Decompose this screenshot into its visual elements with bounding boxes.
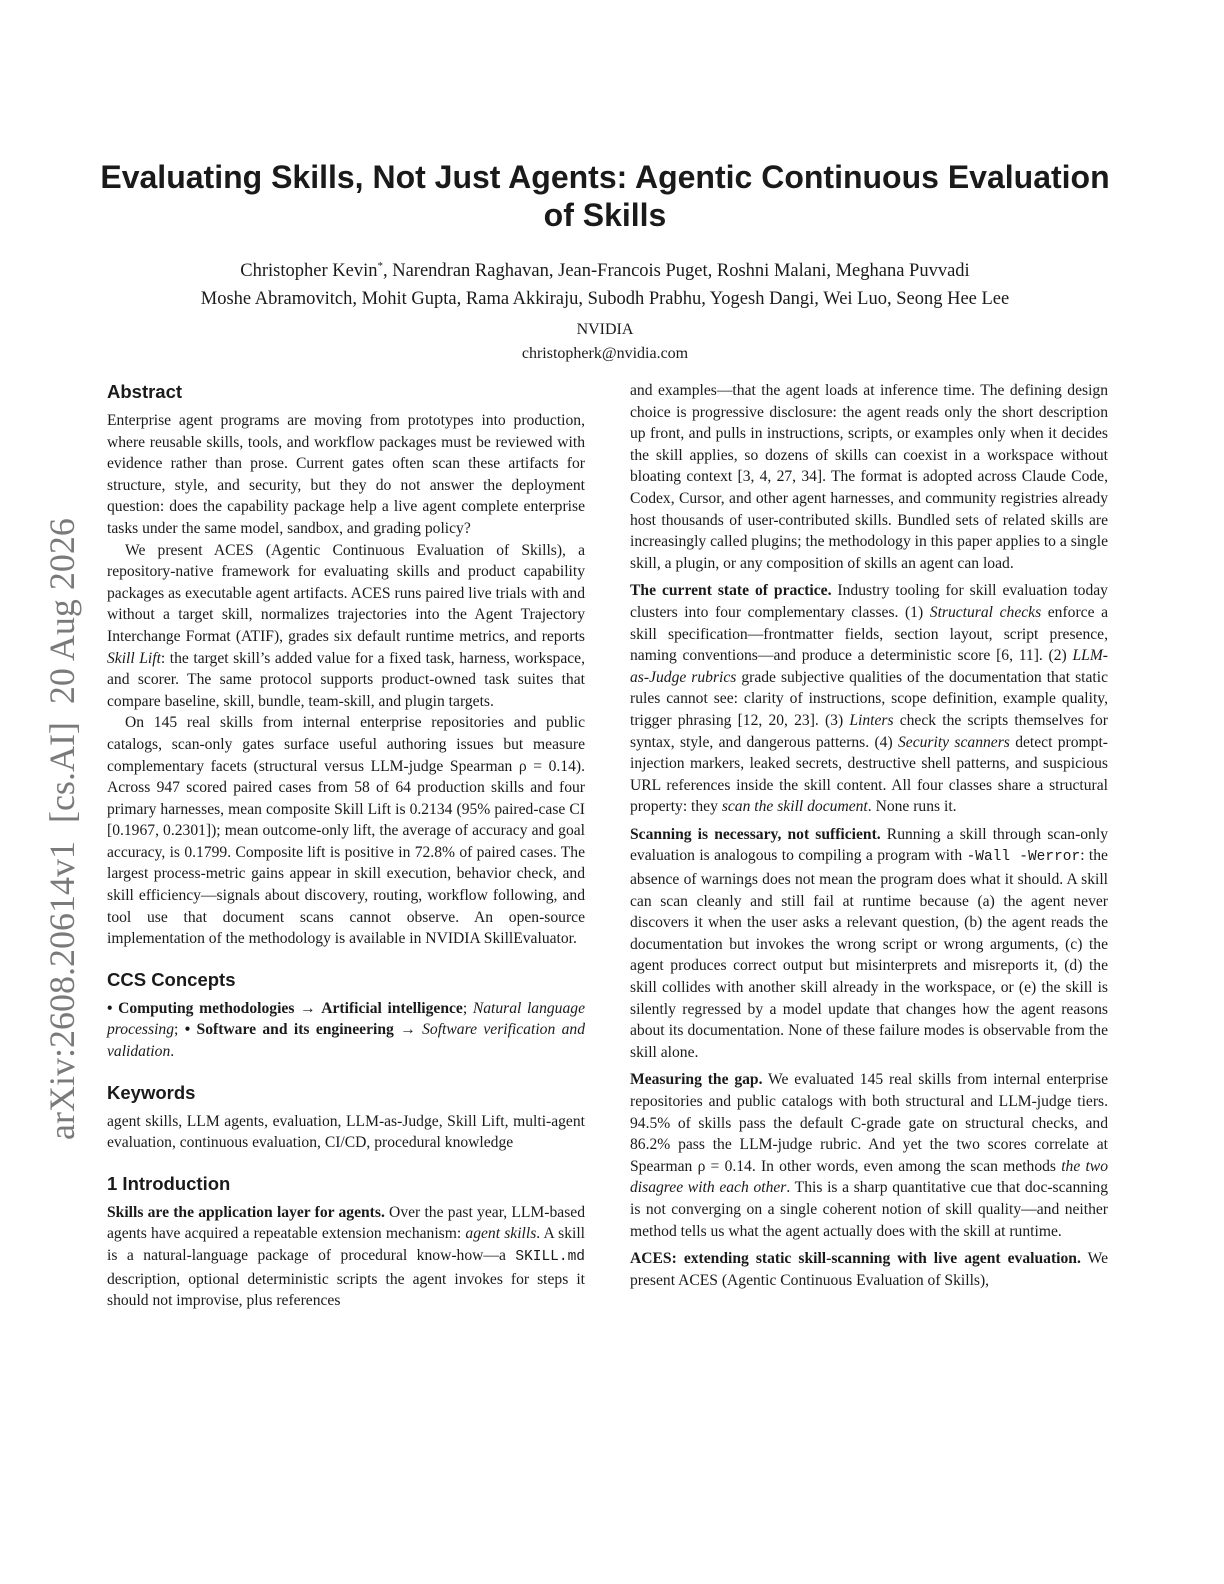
affiliation: NVIDIA — [576, 321, 634, 338]
ccs-concepts: • Computing methodologies → Artificial intelligence; Natural language processing; • Software and its engineering → Software verification and validation. — [107, 999, 585, 1061]
paper-title: Evaluating Skills, Not Just Agents: Agentic Continuous Evaluation of Skills — [100, 159, 1110, 233]
introduction-section — [107, 1172, 585, 1312]
author-email[interactable]: christopherk@nvidia.com — [521, 345, 689, 362]
keywords-text: agent skills, LLM agents, evaluation, LLM-as-Judge, Skill Lift, multi-agent evaluation, continuous evaluation, CI/CD, procedural knowledge — [107, 1112, 585, 1152]
intro-paragraph-aces: ACES: extending static skill-scanning with live agent evaluation. We present ACES (Agentic Continuous Evaluation of Skills), — [630, 1250, 1108, 1289]
keywords-section — [107, 1081, 585, 1154]
corresponding-author-mark: * — [377, 260, 383, 272]
abstract-paragraph-3: On 145 real skills from internal enterprise repositories and public catalogs, scan-only gates surface useful authoring issues but measure complementary facets (structural versus LLM-judge Spearman ρ = 0.14). Across 947 scored paired cases from 58 of 64 production skills and four primary harnesses, mean composite Skill Lift is 0.2134 (95% paired-case CI [0.1967, 0.2301]); mean outcome-only lift, the average of accuracy and goal accuracy, is 0.1799. Composite lift is positive in 72.8% of paired cases. The largest process-metric gains appear in skill execution, behavior check, and skill efficiency—signals about discovery, routing, workflow following, and tool use that document scans cannot observe. An open-source implementation of the methodology is available in NVIDIA SkillEvaluator. — [107, 714, 585, 948]
left-column — [107, 380, 585, 1312]
intro-paragraph-measuring-gap: Measuring the gap. We evaluated 145 real skills from internal enterprise repositories and public catalogs with both structural and LLM-judge tiers. 94.5% of skills pass the default C-grade gate on structural checks, and 86.2% pass the LLM-judge rubric. And yet the two scores correlate at Spearman ρ = 0.14. In other words, even among the scan methods the two disagree with each other. This is a sharp quantitative cue that doc-scanning is not converging on a single coherent notion of skill quality—and neither method tells us what the agent actually does with the skill at runtime. — [630, 1071, 1108, 1240]
abstract-paragraph-2: We present ACES (Agentic Continuous Evaluation of Skills), a repository-native framework for evaluating skills and product capability packages as executable agent artifacts. ACES runs paired live trials with and without a target skill, normalizes trajectories into the Agent Trajectory Interchange Format (ATIF), grades six default runtime metrics, and reports Skill Lift: the target skill’s added value for a fixed task, harness, workspace, and scorer. The same protocol supports product-owned task suites that compare baseline, skill, bundle, team-skill, and plugin targets. — [107, 541, 585, 710]
ccs-heading: CCS Concepts — [107, 968, 236, 990]
ccs-section — [107, 968, 585, 1063]
author-list — [100, 252, 1110, 313]
intro-paragraph-state-of-practice: The current state of practice. Industry tooling for skill evaluation today clusters into four complementary classes. (1) Structural checks enforce a skill specification—frontmatter fields, section layout, script presence, naming conventions—and produce a deterministic score [6, 11]. (2) LLM-as-Judge rubrics grade subjective qualities of the documentation that static rules cannot see: clarity of instructions, scope definition, example quality, trigger phrasing [12, 20, 23]. (3) Linters check the scripts themselves for syntax, style, and dangerous patterns. (4) Security scanners detect prompt-injection markers, leaked secrets, destructive shell patterns, and suspicious URL references inside the skill content. All four classes share a structural property: they scan the skill document. None runs it. — [630, 582, 1109, 816]
keywords-heading: Keywords — [107, 1081, 196, 1103]
introduction-heading: 1 Introduction — [107, 1172, 231, 1194]
abstract-paragraph-1: Enterprise agent programs are moving from prototypes into production, where reusable skills, tools, and workflow packages must be reviewed with evidence rather than prose. Current gates often scan these artifacts for structure, style, and security, but they do not answer the deployment question: does the capability package help a live agent complete enterprise tasks under the same model, sandbox, and grading policy? — [107, 412, 585, 537]
authors-line-2: Moshe Abramovitch, Mohit Gupta, Rama Akkiraju, Subodh Prabhu, Yogesh Dangi, Wei Luo, Seong Hee Lee — [200, 289, 1010, 310]
arxiv-identifier: arXiv:2608.20614v1 [cs.AI] 20 Aug 2026 — [42, 518, 82, 1140]
affiliation-block — [100, 318, 1110, 366]
intro-paragraph-scanning: Scanning is necessary, not sufficient. Running a skill through scan-only evaluation is analogous to compiling a program with -Wall -Werror: the absence of warnings does not mean the program does what it should. A skill can scan cleanly and still fail at runtime because (a) the agent never discovers it when the user asks a relevant question, (b) the agent reads the documentation but invokes the wrong script or wrong arguments, (c) the agent produces correct output but misinterprets and misreports it, (d) the skill collides with another skill already in the workspace, or (e) the skill is silently regressed by a model update that changes how the agent reasons about its documentation. None of these failure modes is observable from the skill alone. — [630, 825, 1108, 1061]
arxiv-stamp — [22, 400, 92, 1160]
authors-line-1: Christopher Kevin*, Narendran Raghavan, Jean-Francois Puget, Roshni Malani, Meghana Puvvadi — [240, 260, 970, 282]
right-column — [630, 380, 1108, 1291]
abstract-heading: Abstract — [107, 381, 183, 402]
intro-paragraph-1-continued: and examples—that the agent loads at inference time. The defining design choice is progressive disclosure: the agent reads only the short description up front, and pulls in instructions, scripts, or examples only when it decides the skill applies, so dozens of skills can coexist in a workspace without bloating context [3, 4, 27, 34]. The format is adopted across Claude Code, Codex, Cursor, and other agent harnesses, and community registries already host thousands of user-contributed skills. Bundled sets of related skills are increasingly called plugins; the methodology in this paper applies to a single skill, a plugin, or any composition of skills an agent can load. — [630, 382, 1108, 572]
intro-paragraph-1: Skills are the application layer for agents. Over the past year, LLM-based agents have acquired a repeatable extension mechanism: agent skills. A skill is a natural-language package of procedural know-how—a SKILL.md description, optional deterministic scripts the agent invokes for steps it should not improvise, plus references — [107, 1203, 585, 1310]
